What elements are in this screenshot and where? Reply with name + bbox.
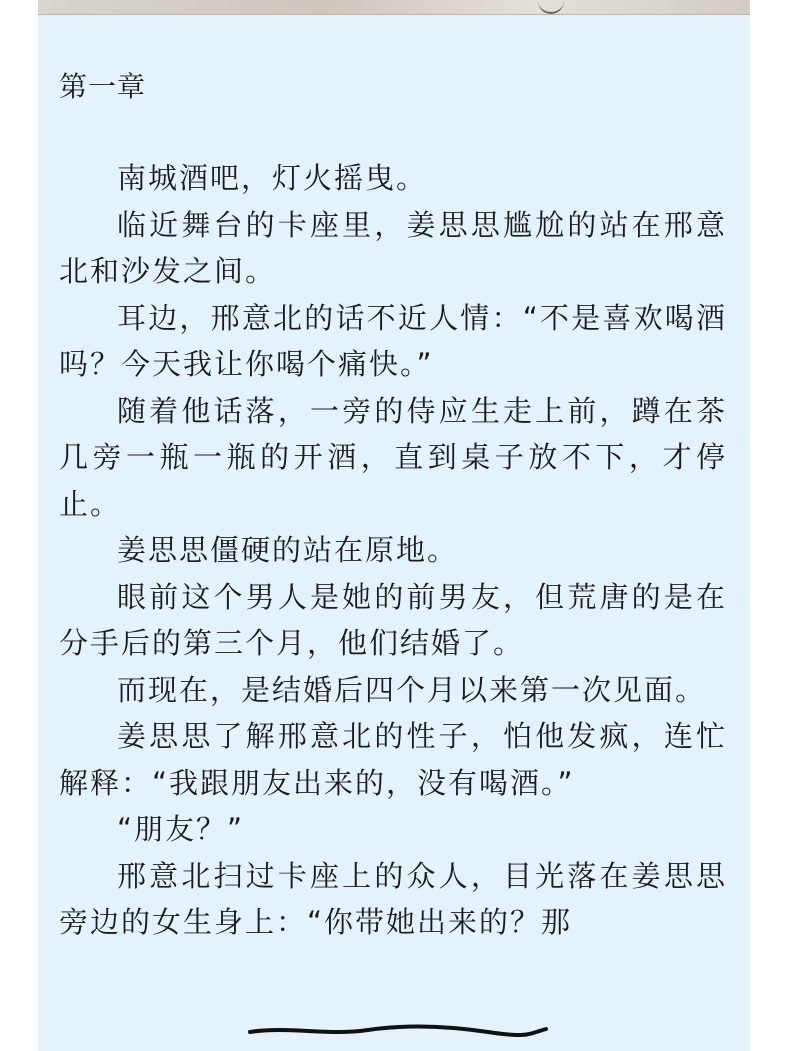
top-photo-strip [38,0,750,15]
paragraph: 临近舞台的卡座里，姜思思尴尬的站在邢意北和沙发之间。 [59,207,727,288]
scribble-mark [248,1020,548,1040]
chapter-body [59,155,727,946]
paragraph: 姜思思僵硬的站在原地。 [117,533,459,567]
chapter-title: 第一章 [59,70,147,103]
paragraph: 南城酒吧，灯火摇曳。 [117,161,428,195]
paragraph: 而现在，是结婚后四个月以来第一次见面。 [117,672,707,707]
reading-page [38,15,750,1051]
paragraph: 邢意北扫过卡座上的众人，目光落在姜思思旁边的女生身上：“你带她出来的？那 [59,858,727,939]
paragraph: “朋友？” [117,812,245,846]
paragraph: 姜思思了解邢意北的性子，怕他发疯，连忙解释：“我跟朋友出来的，没有喝酒。” [59,719,727,800]
photo-detail [538,0,564,14]
paragraph: 随着他话落，一旁的侍应生走上前，蹲在茶几旁一瓶一瓶的开酒，直到桌子放不下，才停止。 [59,393,727,521]
paragraph: 眼前这个男人是她的前男友，但荒唐的是在分手后的第三个月，他们结婚了。 [59,579,727,660]
paragraph: 耳边，邢意北的话不近人情：“不是喜欢喝酒吗？今天我让你喝个痛快。” [59,300,727,381]
